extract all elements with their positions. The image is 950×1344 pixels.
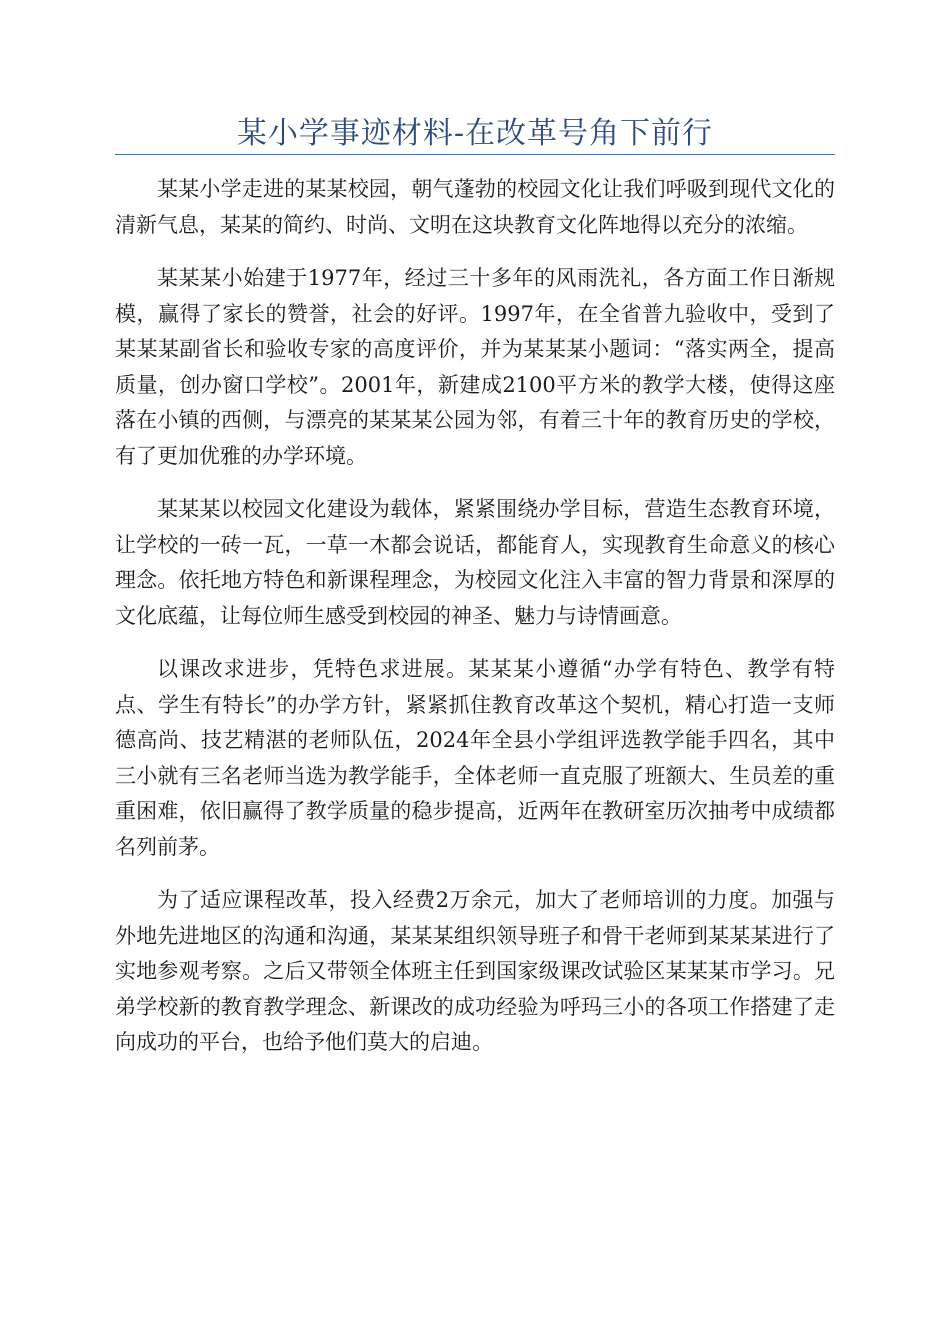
paragraph-5: 为了适应课程改革，投入经费2万余元，加大了老师培训的力度。加强与外地先进地区的沟通和沟通，某某某组织领导班子和骨干老师到某某某进行了实地参观考察。之后又带领全体班主任到国家级课改试验区某某某市学习。兄弟学校新的教育教学理念、新课改的成功经验为呼玛三小的各项工作搭建了走向成功的平台，也给予他们莫大的启迪。: [115, 888, 835, 1054]
paragraph-2: 某某某小始建于1977年，经过三十多年的风雨洗礼，各方面工作日渐规模，赢得了家长的赞誉，社会的好评。1997年，在全省普九验收中，受到了某某某副省长和验收专家的高度评价，并为某某某小题词：“落实两全，提高质量，创办窗口学校”。2001年，新建成2100平方米的教学大楼，使得这座落在小镇的西侧，与漂亮的某某某公园为邻，有着三十年的教育历史的学校，有了更加优雅的办学环境。: [115, 266, 835, 468]
paragraph-3: 某某某以校园文化建设为载体，紧紧围绕办学目标，营造生态教育环境，让学校的一砖一瓦，一草一木都会说话，都能育人，实现教育生命意义的核心理念。依托地方特色和新课程理念，为校园文化注入丰富的智力背景和深厚的文化底蕴，让每位师生感受到校园的神圣、魅力与诗情画意。: [115, 497, 835, 628]
title-underline: [115, 154, 835, 155]
paragraph-1: 某某小学走进的某某校园，朝气蓬勃的校园文化让我们呼吸到现代文化的清新气息，某某的简约、时尚、文明在这块教育文化阵地得以充分的浓缩。: [115, 177, 835, 237]
document-title: 某小学事迹材料-在改革号角下前行: [236, 116, 714, 151]
document-body: [115, 172, 835, 1079]
paragraph-4: 以课改求进步，凭特色求进展。某某某小遵循“办学有特色、教学有特点、学生有特长”的办学方针，紧紧抓住教育改革这个契机，精心打造一支师德高尚、技艺精湛的老师队伍，2024年全县小学组评选教学能手四名，其中三小就有三名老师当选为教学能手，全体老师一直克服了班额大、生员差的重重困难，依旧赢得了教学质量的稳步提高，近两年在教研室历次抽考中成绩都名列前茅。: [115, 657, 835, 859]
